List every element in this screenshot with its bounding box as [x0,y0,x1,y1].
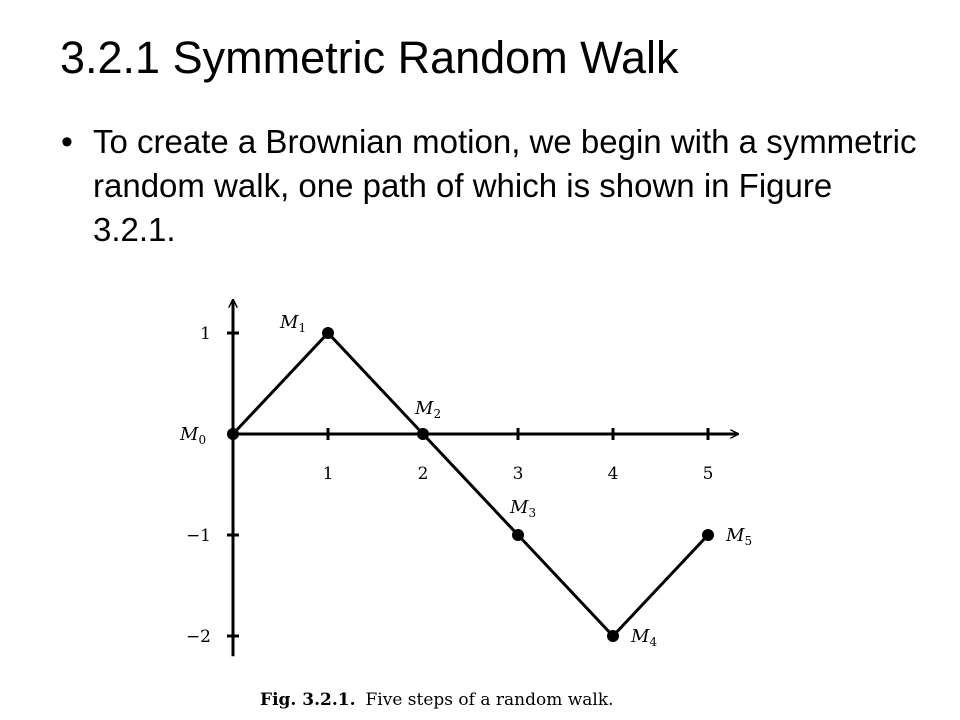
bullet-text: To create a Brownian motion, we begin with a symmetric random walk, one path of which is shown in Figure 3.2.1. [93,123,917,248]
y-tick-label: −1 [185,526,211,546]
x-tick-label: 5 [702,464,714,484]
point-label [630,626,657,649]
x-tick-label: 1 [322,464,334,484]
point-label [509,497,536,520]
walk-point [702,529,714,541]
y-tick-label: 1 [200,324,211,344]
walk-point [322,327,334,339]
point-label-subscript: 3 [528,506,537,520]
walk-point [512,529,524,541]
point-label-letter: M [631,626,650,647]
point-label-letter: M [180,424,199,445]
point-label-letter: M [726,525,745,546]
bullet-dot-icon: • [61,123,73,161]
y-tick-label: −2 [185,627,211,647]
x-tick-label: 2 [417,464,429,484]
walk-point [227,428,239,440]
bullet-item [55,120,923,252]
point-label [179,424,206,447]
point-label-letter: M [280,312,299,333]
x-tick-label: 4 [607,464,619,484]
point-label-subscript: 4 [649,635,658,649]
walk-point [417,428,429,440]
walk-path [233,333,708,636]
point-label-subscript: 0 [198,433,207,447]
slide-title: 3.2.1 Symmetric Random Walk [60,32,679,83]
random-walk-figure [120,282,777,718]
figure-caption-text: Five steps of a random walk. [365,690,614,710]
figure-caption-label: Fig. 3.2.1. [260,690,356,710]
point-label-letter: M [510,497,529,518]
point-label [725,525,752,548]
random-walk-chart [120,282,777,718]
point-label [414,398,441,421]
x-tick-label: 3 [512,464,524,484]
bullet-list [55,120,923,252]
figure-caption [260,690,614,710]
point-label-subscript: 1 [298,321,307,335]
point-label [279,312,306,335]
point-label-subscript: 5 [744,534,753,548]
point-label-subscript: 2 [433,407,442,421]
point-label-letter: M [415,398,434,419]
walk-point [607,630,619,642]
